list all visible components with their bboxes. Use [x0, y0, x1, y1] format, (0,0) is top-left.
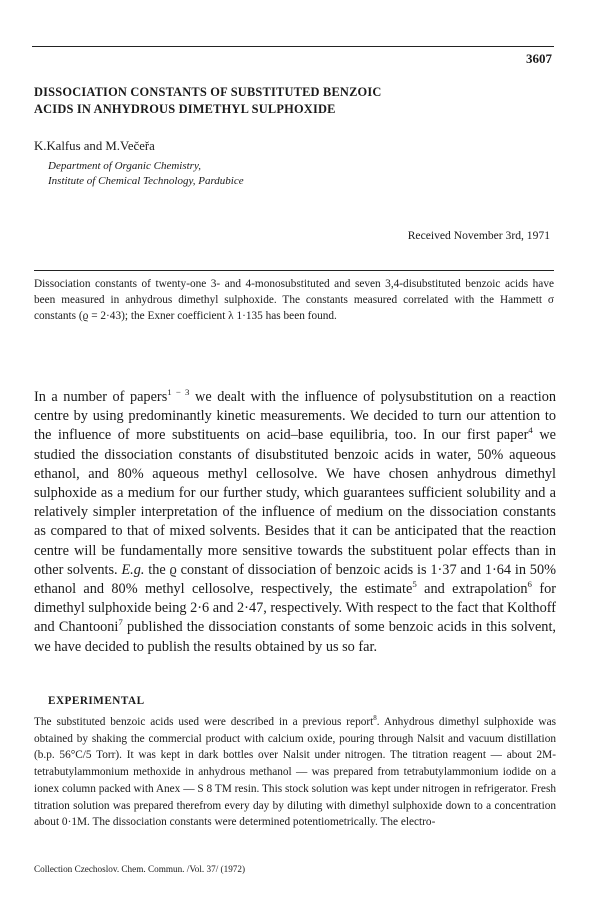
authors: K.Kalfus and M.Večeřa — [34, 139, 155, 153]
intro-text: published the dissociation constants of some benzoic acids in this solvent, we have decided to publish the results obtained by us so far. — [34, 619, 556, 655]
citation: 5 — [412, 579, 417, 590]
experimental-text: . Anhydrous dimethyl sulphoxide was obtained by shaking the commercial product with calcium oxide, pouring through Nalsit and vacuum distillation (b.p. 56°C/5 Torr). It was kept in dark bottles over Nalsit under nitrogen. The titration reagent — about 2M-tetrabutylammonium methoxide in anhydrous methanol — was prepared from tetrabutylammonium iodide on a ionex column packed with Anex — S 8 TM resin. This stock solution was kept under nitrogen in refrigerator. Fresh titration solution was prepared therefrom every day by diluting with dimethyl sulphoxide down to a concentration about 0·1M. The dissociation constants were determined potentiometrically. The electro- — [34, 716, 556, 829]
abstract: Dissociation constants of twenty-one 3- and 4-monosubstituted and seven 3,4-disubstituted benzoic acids have been measured in anhydrous dimethyl sulphoxide. The constants measured correlated with the Hammett σ constants (ϱ = 2·43); the Exner coefficient λ 1·135 has been found. — [34, 278, 554, 322]
intro-text: for dimethyl sulphoxide being 2·6 and 2·47, respectively. With respect to the fact that Kolthoff and Chantooni — [34, 581, 556, 636]
affiliation-line-2: Institute of Chemical Technology, Pardubice — [48, 174, 244, 187]
intro-text: the ϱ constant of dissociation of benzoic acids is 1·37 and 1·64 in 50% ethanol and 80% methyl cellosolve, respectively, the estimate — [34, 561, 557, 598]
journal-footer: Collection Czechoslov. Chem. Commun. /Vol. 37/ (1972) — [34, 864, 246, 874]
citation: 8 — [373, 714, 377, 723]
intro-text: we studied the dissociation constants of disubstituted benzoic acids in water, 50% aqueous ethanol, and 80% aqueous methyl cellosolve. We have chosen anhydrous dimethyl sulphoxide as a medium for our further study, which guarantees sufficient solubility and a relatively simpler interpretation of the influence of medium on the dissociation constants as compared to that of mixed solvents. Besides that it can be anticipated that the reaction centre will be fundamentally more sensitive towards the substituent polar effects than in other solvents. — [34, 427, 556, 578]
received-date: Received November 3rd, 1971 — [407, 229, 550, 242]
citation: 4 — [528, 425, 533, 436]
abstract-rule — [34, 270, 554, 271]
intro-eg: E.g. — [121, 561, 145, 578]
page-number: 3607 — [526, 51, 552, 66]
affiliation-line-1: Department of Organic Chemistry, — [48, 160, 201, 172]
introduction-paragraph — [34, 388, 556, 657]
title-line-1: DISSOCIATION CONSTANTS OF SUBSTITUTED BENZOIC — [34, 85, 382, 99]
citation: 6 — [527, 579, 532, 590]
citation: 7 — [118, 617, 123, 628]
title-line-2: ACIDS IN ANHYDROUS DIMETHYL SULPHOXIDE — [34, 102, 336, 116]
experimental-text: The substituted benzoic acids used were described in a previous report — [34, 716, 374, 728]
affiliation — [48, 159, 244, 188]
section-heading-experimental: EXPERIMENTAL — [48, 695, 145, 707]
experimental-paragraph — [34, 714, 556, 831]
top-rule — [32, 46, 554, 47]
intro-text: In a number of papers — [34, 389, 168, 405]
intro-text: we dealt with the influence of polysubstitution on a reaction centre by using predominantly kinetic measurements. We decided to turn our attention to the influence of more substituents on acid–base equilibria, too. In our first paper — [34, 389, 556, 444]
paper-title — [34, 84, 564, 118]
intro-text: and extrapolation — [416, 581, 528, 598]
citation: 1 − 3 — [167, 387, 190, 398]
